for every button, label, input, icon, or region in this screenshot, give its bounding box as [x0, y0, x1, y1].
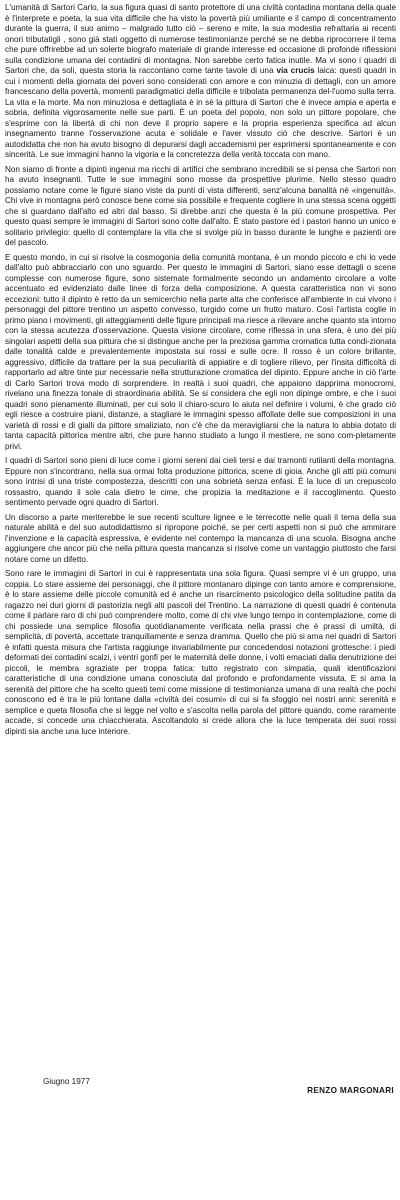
article-body [5, 3, 396, 741]
article-author: RENZO MARGONARI [307, 1086, 394, 1095]
article-date: Giugno 1977 [43, 1077, 90, 1086]
paragraph-6-text: Sono rare le immagini di Sartori in cui è rappresentata una sola figura. Quasi sempre vi è un gruppo, una coppia. Lo stare assieme dei personaggi, che il pittore montanaro dipinge con tanto amore e comprensione, è lo stare assieme delle piccole comunità ed è anche un risarcimento psicologico della solitudine patita da ragazzo nei duri giorni di pastorizia negli alti pascoli del Trentino. La narrazione di questi quadri è contenuta come il parlare raro di chi può comprendere molto, come di chi vive lungo tempo in contemplazione, come di chi possiede una semplice filosofia quotidianamente verificata nella prassi che è prassi di umiltà, di semplicità, di povertà, accettate tranquillamente e senza dramma. Quello che più si ama nei quadri di Sartori è infatti questa misura che l'artista raggiunge invariabilmente pur concedendosi notazioni grottesche: i piedi deformati dei contadini scalzi, i ventri gonfi per le maternità delle donne, i volti emaciati dalla denutrizione dei piccoli, le membra sgraziate per troppa fatica: tutto registrato con simpatia, quali identificazioni caratteristiche di una condizione umana conosciuta dal profondo e profondamente vissuta. E si ama la serenità del pittore che ha scelto questi temi come missione di testimonianza umana di una realtà che pochi conoscono ed è tra le più lontane dalla «civiltà dei cosumi» di cui si fa sfoggio nei nostri anni: serenità e semplice e queta filosofia che si legge nel volto e s'ascolta nella parola del pittore quando, come raramente accade, si concede una chiacchierata. Ascoltandolo si crede allora che la luce temperata dei suoi rossi dipinti sia anche una luce interiore. [5, 569, 396, 736]
paragraph-3-text: E questo mondo, in cui si risolve la cosmogonia della comunità montana, è un mondo piccolo e chi lo vede dall'alto può abbracciarlo con uno sguardo. Per questo le immagini di Sartori, siano esse dettagli o scene complesse con numerose figure, sono sistemate formalmente secondo un andamento circolare a volte accentuato ed evidenziato dalle linee di forza della composizione. A questa caratteristica non vi sono eccezioni: tutto il dipinto è retto da un semicerchio nella parte alta che conferisce all'ambiente in cui vivono i personaggi del pittore trentino un aspetto convesso, turgido come un frutto maturo. Così l'artista coglie in primo piano i movimenti, gli atteggiamenti delle figure principali ma riesce a rilevare anche quanto sta intorno con la stessa acutezza d'osservazione. Questa visione circolare, come riflessa in una sfera, è uno dei più singolari aspetti della sua pittura che si distingue anche per la preziosa gamma cromatica tutta condi-zionata dalle tonalità calde e prevalentemente impostata sui rossi e sulle ocre. Il rosso è un colore brillante, aggressivo, difficile da trattare per la sua peculiarità di appiatire e di togliere rilievo, per l'insita difficoltà di rapportarlo ad altre tinte pur necessarie nella strutturazione cromatica del dipinto. Eppure anche in ciò l'arte di Carlo Sartori trova modo di sorprendere. In realtà i suoi quadri, che appaiono dapprima monocromi, rivelano una finezza tonale di straordinaria abilità. Se si considera che egli non dipinge ombre, e che i suoi quadri sono pienamente illuminati, per cui solo il chiaro-scuro lo aiuta nel definire i volumi, è che grado ciò egli riesce a costruire piani, distanze, a stagliare le immagini spesso affollate delle sue composizioni in una varietà di rossi e di gialli da pittore smaliziato, non c'è che da meravigliarsi che la natura lo abbia dotato di tanta capacità pittorica mentre altri, che pure hanno studiato a lungo il mestiere, ne sono com-pletamente privi. [5, 252, 396, 451]
article-footer [5, 1077, 396, 1095]
paragraph-1 [5, 3, 396, 161]
paragraph-1-text-a: L'umanità di Sartori Carlo, la sua figura quasi di santo protettore di una civiltà contadina montana della quale è l'interprete e poeta, la sua vita difficile che ha visto la povertà più umiliante e il campo di concentramento durante la guerra, il suo animo – malgrado tutto ciò – sereno e mite, la sua modestia refrattaria ai recenti onori tributatigli , sono già stati oggetto di numerose testimonianze perché se ne debba riprocorrere il tema che pure offrirebbe ad un solerte biografo materiale di grande interesse ed occasione di profonde riflessioni sulla condizione umana dei contadini di montagna. Non sarebbe certo fatica inutile. Ma vi sono i quadri di Sartori che, da soli, questa storia la raccontano come tante tavole di una [5, 3, 396, 75]
paragraph-2 [5, 165, 396, 249]
paragraph-5-text: Un discorso a parte meriterebbe le sue recenti sculture lignee e le terrecotte nelle quali il tema della sua naturale abilità e del suo autodidattismo si ripropone poiché, se per certi aspetti non si può che ammirare l'invenzione e la capacità espressiva, è evidente nel contempo la mancanza di una scuola. Bisogna anche aggiungere che ancor più che nella pittura questa mancanza si risolve come un vantaggio piuttosto che farsi notare come un difetto. [5, 512, 396, 564]
paragraph-1-bold: via crucis [276, 66, 315, 75]
paragraph-2-text: Non siamo di fronte a dipinti ingenui ma ricchi di artifici che sembrano incredibili se si pensa che Sartori non ha avuto insegnanti. Tutte le sue immagini sono mosse da prospettive plurime. Nello stesso quadro possiamo notare come le figure siano viste da punti di vista differenti, senz'alcuna banalità nè «ingenuità». Chi vive in montagna però conosce bene come sia possibile e frequente cogliere in una stessa scena oggetti che si guardano dall'alto ed altri dal basso. Si direbbe anzi che questa è la più comune prospettiva. Per questo quasi sempre le immagini di Sartori sono colte dall'alto. È stato pastore ed i pastori hanno un unico e solitario privilegio: quello di contemplare la vita che si svolge più in basso durante le lunghe e pazienti ore del pascolo. [5, 164, 396, 247]
paragraph-4 [5, 456, 396, 509]
paragraph-1-text-b: laica: questi quadri in cui i momenti della giornata dei poveri sono considerati con amore e con minuzia di dettagli, con un amore francescano della povertà, momenti paradigmatici della difficile e tribolata permanenza del-l'uomo sulla terra. La vita e la morte. Ma non minuziosa e dettagliata è in sè la pittura di Sartori che è invece ampia e aperta e sobria, definita vigorosamente nelle sue parti. È un poeta del popolo, non solo un pittore popolare, che s'esprime con la libertà di chi non deve il proprio sapere e la propria esperienza specifica ad alcun insegnamento tranne l'osservazione acuta e solidale e l'aver vissuto ciò che descrive. Sartori è un autodidatta che non ha avuto bisogno di depurarsi dagli accademismi per esprimersi spontaneamente e con sincerità. Le sue immagini hanno la vigoria e la concretezza della verità toccata con mano. [5, 66, 396, 159]
paragraph-3 [5, 253, 396, 453]
paragraph-4-text: I quadri di Sartori sono pieni di luce come i giorni sereni dai cieli tersi e dai tramonti rutilanti della montagna. Eppure non s'incontrano, nella sua ormai folta produzione pittorica, scene di gioia. Anche gli atti più comuni sono intrisi di una triste compostezza, descritti con una sobrietà senza enfasi. È la luce di un crepuscolo rossastro, quando il sole cala dietro le cime, che propizia la meditazione e il raccoglimento. Questo sentimento pervade ogni quadro di Sartori. [5, 456, 396, 507]
paragraph-5 [5, 513, 396, 566]
paragraph-6 [5, 569, 396, 737]
